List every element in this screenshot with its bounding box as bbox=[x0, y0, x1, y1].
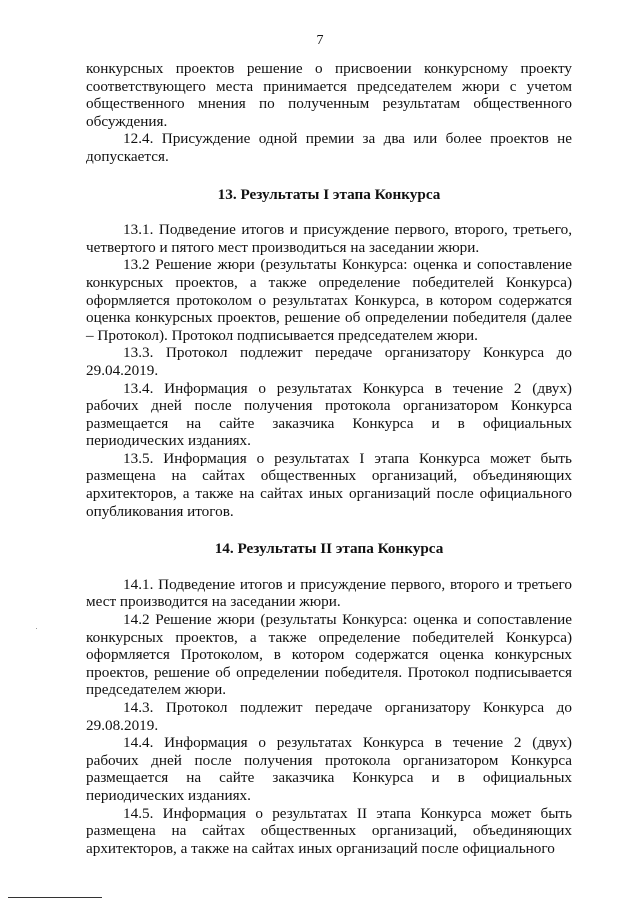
footer-rule bbox=[8, 897, 102, 898]
paragraph-14-1: 14.1. Подведение итогов и присуждение первого, второго и третьего мест производится на заседании жюри. bbox=[86, 575, 572, 611]
paragraph-continuation: конкурсных проектов решение о присвоении конкурсному проекту соответствующего места принимается председателем жюри с учетом общественного мнения по полученным результатам общественного обсуждения. bbox=[86, 60, 572, 130]
page-number: 7 bbox=[316, 33, 324, 48]
paragraph-13-5: 13.5. Информация о результатах I этапа Конкурса может быть размещена на сайтах общественных организаций, объединяющих архитекторов, а также на сайтах иных организаций после официального опубликования итогов. bbox=[86, 449, 572, 520]
section-14-title: 14. Результаты II этапа Конкурса bbox=[214, 540, 444, 558]
paragraph-13-2: 13.2 Решение жюри (результаты Конкурса: оценка и сопоставление конкурсных проектов, а также определение победителей Конкурса) оформляется протоколом о результатах Конкурса, в котором содержатся оценка конкурсных проектов, решение об определении победителя (далее – Протокол). Протокол подписывается председателем жюри. bbox=[86, 256, 572, 344]
paragraph-14-3: 14.3. Протокол подлежит передаче организатору Конкурса до 29.08.2019. bbox=[86, 699, 572, 734]
margin-mark bbox=[36, 628, 37, 629]
paragraph-14-2: 14.2 Решение жюри (результаты Конкурса: оценка и сопоставление конкурсных проектов, а также определение победителей Конкурса) оформляется Протоколом, в котором содержатся оценка конкурсных проектов, решение об определении победителя. Протокол подписывается председателем жюри. bbox=[86, 611, 572, 699]
paragraph-13-3: 13.3. Протокол подлежит передаче организатору Конкурса до 29.04.2019. bbox=[86, 344, 572, 379]
paragraph-14-5: 14.5. Информация о результатах II этапа Конкурса может быть размещена на сайтах общественных организаций, объединяющих архитекторов, а также на сайтах иных организаций после официального bbox=[86, 804, 572, 857]
section-13-title: 13. Результаты I этапа Конкурса bbox=[217, 185, 441, 203]
paragraph-12-4: 12.4. Присуждение одной премии за два или более проектов не допускается. bbox=[86, 130, 572, 165]
document-body bbox=[86, 60, 572, 857]
paragraph-13-1: 13.1. Подведение итогов и присуждение первого, второго, третьего, четвертого и пятого мест производиться на заседании жюри. bbox=[86, 221, 572, 256]
paragraph-14-4: 14.4. Информация о результатах Конкурса в течение 2 (двух) рабочих дней после получения протокола организатором Конкурса размещается на сайте заказчика Конкурса и в официальных периодических изданиях. bbox=[86, 734, 572, 804]
paragraph-13-4: 13.4. Информация о результатах Конкурса в течение 2 (двух) рабочих дней после получения протокола организатором Конкурса размещается на сайте заказчика Конкурса и в официальных периодических изданиях. bbox=[86, 379, 572, 450]
